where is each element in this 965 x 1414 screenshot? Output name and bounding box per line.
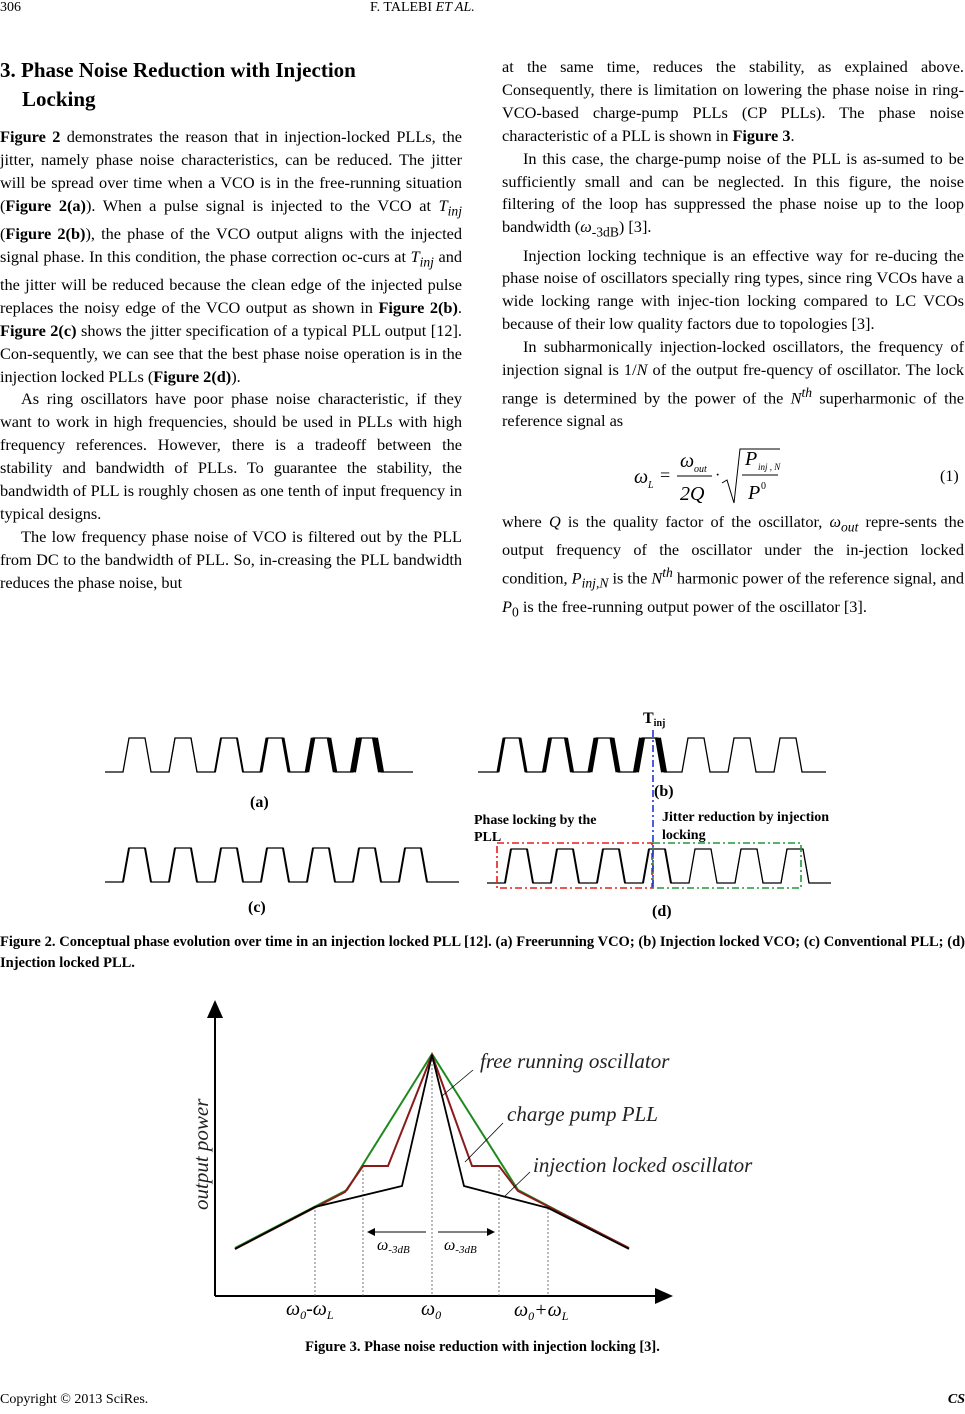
x-tick-right: $\omega_0+\omega_L$ [514, 1299, 569, 1323]
jitter-edge [619, 849, 625, 883]
page-number: 306 [0, 0, 21, 15]
waveform-d [487, 849, 831, 883]
jitter-edge [665, 849, 671, 883]
running-title [370, 0, 475, 16]
right-column [502, 56, 964, 624]
jitter-edge [636, 738, 642, 772]
waveform-trace [105, 848, 459, 882]
footer-journal: CS [947, 1392, 965, 1407]
jitter-edge [505, 849, 511, 883]
equation-graphic [502, 433, 964, 511]
guide-lines [315, 1056, 548, 1296]
section-heading [0, 56, 462, 114]
figure-ref: Figure 3 [732, 125, 791, 145]
phase-locking-label: Phase locking by the PLL [474, 813, 597, 845]
jitter-edge [237, 738, 243, 772]
paragraph: As ring oscillators have poor phase noise characteristic, if they want to work in high frequencies, should be used in PLLs with high frequency references. However, there is a tradeoff between the stability and bandwidth of PLLs. To guarantee the stability, the bandwidth of PLL is roughly chosen as one tenth of input frequency in typical designs. [0, 389, 462, 523]
eq-dot: · [715, 467, 721, 485]
figure-ref: Figure 2(c) [0, 320, 77, 340]
x-tick-left: $\omega_0-\omega_L$ [286, 1298, 334, 1322]
jitter-edge [283, 848, 289, 882]
jitter-edge [353, 738, 359, 772]
footer-copyright: Copyright © 2013 SciRes. [0, 1392, 149, 1407]
jitter-edge [261, 738, 267, 772]
jitter-edge [544, 738, 550, 772]
jitter-edge [375, 738, 381, 772]
jitter-edge [169, 738, 175, 772]
jitter-edge [283, 738, 289, 772]
eq-omega-out: ω [680, 450, 695, 473]
waveform-c [105, 848, 459, 882]
running-title-etal: ET AL. [435, 0, 475, 15]
jitter-reduction-label: Jitter reduction by injection locking [662, 810, 830, 843]
waveform-trace [487, 849, 831, 883]
jitter-edge [169, 848, 175, 882]
jitter-edge [123, 848, 129, 882]
eq-sub-0: 0 [761, 481, 766, 493]
phase-locking-box [497, 843, 652, 888]
figure-ref: Figure 2 [0, 127, 61, 146]
jitter-edge [803, 849, 809, 883]
running-title-authors: F. TALEBI [370, 0, 436, 15]
jitter-edge [399, 848, 405, 882]
jitter-edge [261, 848, 267, 882]
jitter-edge [551, 849, 557, 883]
tinj-label: Tinj [643, 710, 666, 729]
bw-label-right: ω-3dB [444, 1237, 477, 1256]
jitter-edge [191, 738, 197, 772]
equation-number: (1) [940, 468, 959, 486]
section-heading-line2: Locking [22, 87, 96, 111]
figure-3 [0, 1000, 965, 1340]
jitter-edge [329, 848, 335, 882]
jitter-edge [421, 848, 427, 882]
jitter-edge [520, 738, 526, 772]
jitter-edge [590, 738, 596, 772]
figure-2 [0, 700, 965, 930]
paragraph: at the same time, reduces the stability, as explained above. Consequently, there is limitation on lowering the phase noise in ring-VCO-based charge-pump PLLs (CP PLLs). The phase noise characteristic of a PLL is shown in Figure 3. [502, 57, 964, 145]
eq-sub-inj: inj , N [758, 462, 781, 473]
legend-free-running: free running oscillator [480, 1049, 670, 1073]
leader-free [442, 1070, 473, 1096]
waveform-trace [105, 738, 413, 772]
jitter-edge [191, 848, 197, 882]
jitter-edge [307, 848, 313, 882]
jitter-edge [757, 849, 763, 883]
paragraph: where Q is the quality factor of the oscillator, $\omega_{out}$ repre-sents the output frequency of the oscillator under the in-jection locked condition, $P_{inj,N}$ is the $N^{th}$ harmonic power of the reference signal, and $P_0$ is the free-running output power of the oscillator [3]. [502, 512, 965, 620]
jitter-edge [643, 849, 649, 883]
eq-p: P [745, 448, 758, 471]
paragraph: Injection locking technique is an effective way for re-ducing the phase noise of oscillators specially ring types, since ring VCOs have a wide locking range with injec-tion locking compared to LC VCOs because of their low quality factors due to topologies [3]. [502, 245, 964, 334]
label-d: (d) [652, 903, 672, 920]
jitter-edge [329, 738, 335, 772]
eq-sub-out: out [694, 464, 707, 476]
jitter-edge [375, 848, 381, 882]
legend-injection-locked: injection locked oscillator [533, 1153, 753, 1177]
eq-equals: = [660, 465, 671, 486]
jitter-edge [145, 848, 151, 882]
bw-label-left: ω-3dB [377, 1237, 410, 1256]
jitter-edge [237, 848, 243, 882]
jitter-edge [597, 849, 603, 883]
waveform-a [105, 738, 413, 772]
label-a: (a) [250, 794, 269, 811]
paragraph: The low frequency phase noise of VCO is filtered out by the PLL from DC to the bandwidth of PLL. So, in-creasing the PLL bandwidth reduces the phase noise, but [0, 526, 462, 592]
eq-p0: P [748, 482, 761, 505]
jitter-edge [735, 849, 741, 883]
waveform-trace [478, 738, 826, 772]
jitter-edge [612, 738, 618, 772]
figure-ref: Figure 2(b) [378, 297, 458, 317]
jitter-edge [566, 738, 572, 772]
jitter-edge [781, 849, 787, 883]
waveform-b [478, 738, 826, 772]
jitter-edge [215, 848, 221, 882]
figure-3-caption: Figure 3. Phase noise reduction with injection locking [3]. [305, 1339, 660, 1355]
paragraph: Figure 2 demonstrates the reason that in injection-locked PLLs, the jitter, namely phase noise characteristics, can be reduced. The jitter will be spread over time when a VCO is in the free-running situation (Figure 2(a)). When a pulse signal is injected to the VCO at $T_{inj}$ (Figure 2(b)), the phase of the VCO output aligns with the injected signal phase. In this condition, the phase correction oc-curs at $T_{inj}$ and the jitter will be reduced because the clean edge of the injected pulse replaces the noisy edge of the VCO output as shown in Figure 2(b). Figure 2(c) shows the jitter specification of a typical PLL output [12]. Con-sequently, we can see that the best phase noise operation is in the injection locked PLLs (Figure 2(d)). [0, 127, 463, 386]
jitter-edge [307, 738, 313, 772]
legend-charge-pump: charge pump PLL [507, 1102, 658, 1126]
jitter-reduction-box [653, 843, 801, 888]
equation-1 [502, 433, 964, 511]
label-c: (c) [248, 899, 266, 916]
label-b: (b) [654, 783, 674, 800]
jitter-edge [353, 848, 359, 882]
figure-2-caption: Figure 2. Conceptual phase evolution over time in an injection locked PLL [12]. (a) Freerunning VCO; (b) Injection locked VCO; (c) Conventional PLL; (d) Injection locked PLL. [0, 934, 965, 971]
figure-ref: Figure 2(d) [153, 366, 232, 386]
eq-sub-l: L [648, 480, 654, 492]
figure-ref: Figure 2(b) [5, 223, 86, 243]
jitter-edge [658, 738, 664, 772]
paragraph: In this case, the charge-pump noise of the PLL is as-sumed to be sufficiently small and can be neglected. In this figure, the noise filtering of the loop has suppressed the phase noise up to the loop bandwidth $(\omega_{-3dB})$ [3]. [502, 148, 964, 240]
section-heading-line1: 3. Phase Noise Reduction with Injection [0, 58, 356, 82]
figure-ref: Figure 2(a) [5, 195, 86, 215]
jitter-edge [573, 849, 579, 883]
paragraph: In subharmonically injection-locked oscillators, the frequency of injection signal is 1/N of the output fre-quency of oscillator. The lock range is determined by the power of the $N^{th}$ superharmonic of the reference signal as [502, 337, 964, 431]
jitter-edge [215, 738, 221, 772]
y-axis-label: output power [189, 1098, 213, 1210]
jitter-edge [498, 738, 504, 772]
x-tick-mid: $\omega_0$ [421, 1298, 442, 1322]
left-column [0, 56, 462, 595]
jitter-edge [527, 849, 533, 883]
eq-denominator: 2Q [680, 483, 705, 506]
eq-omega: ω [634, 466, 649, 489]
